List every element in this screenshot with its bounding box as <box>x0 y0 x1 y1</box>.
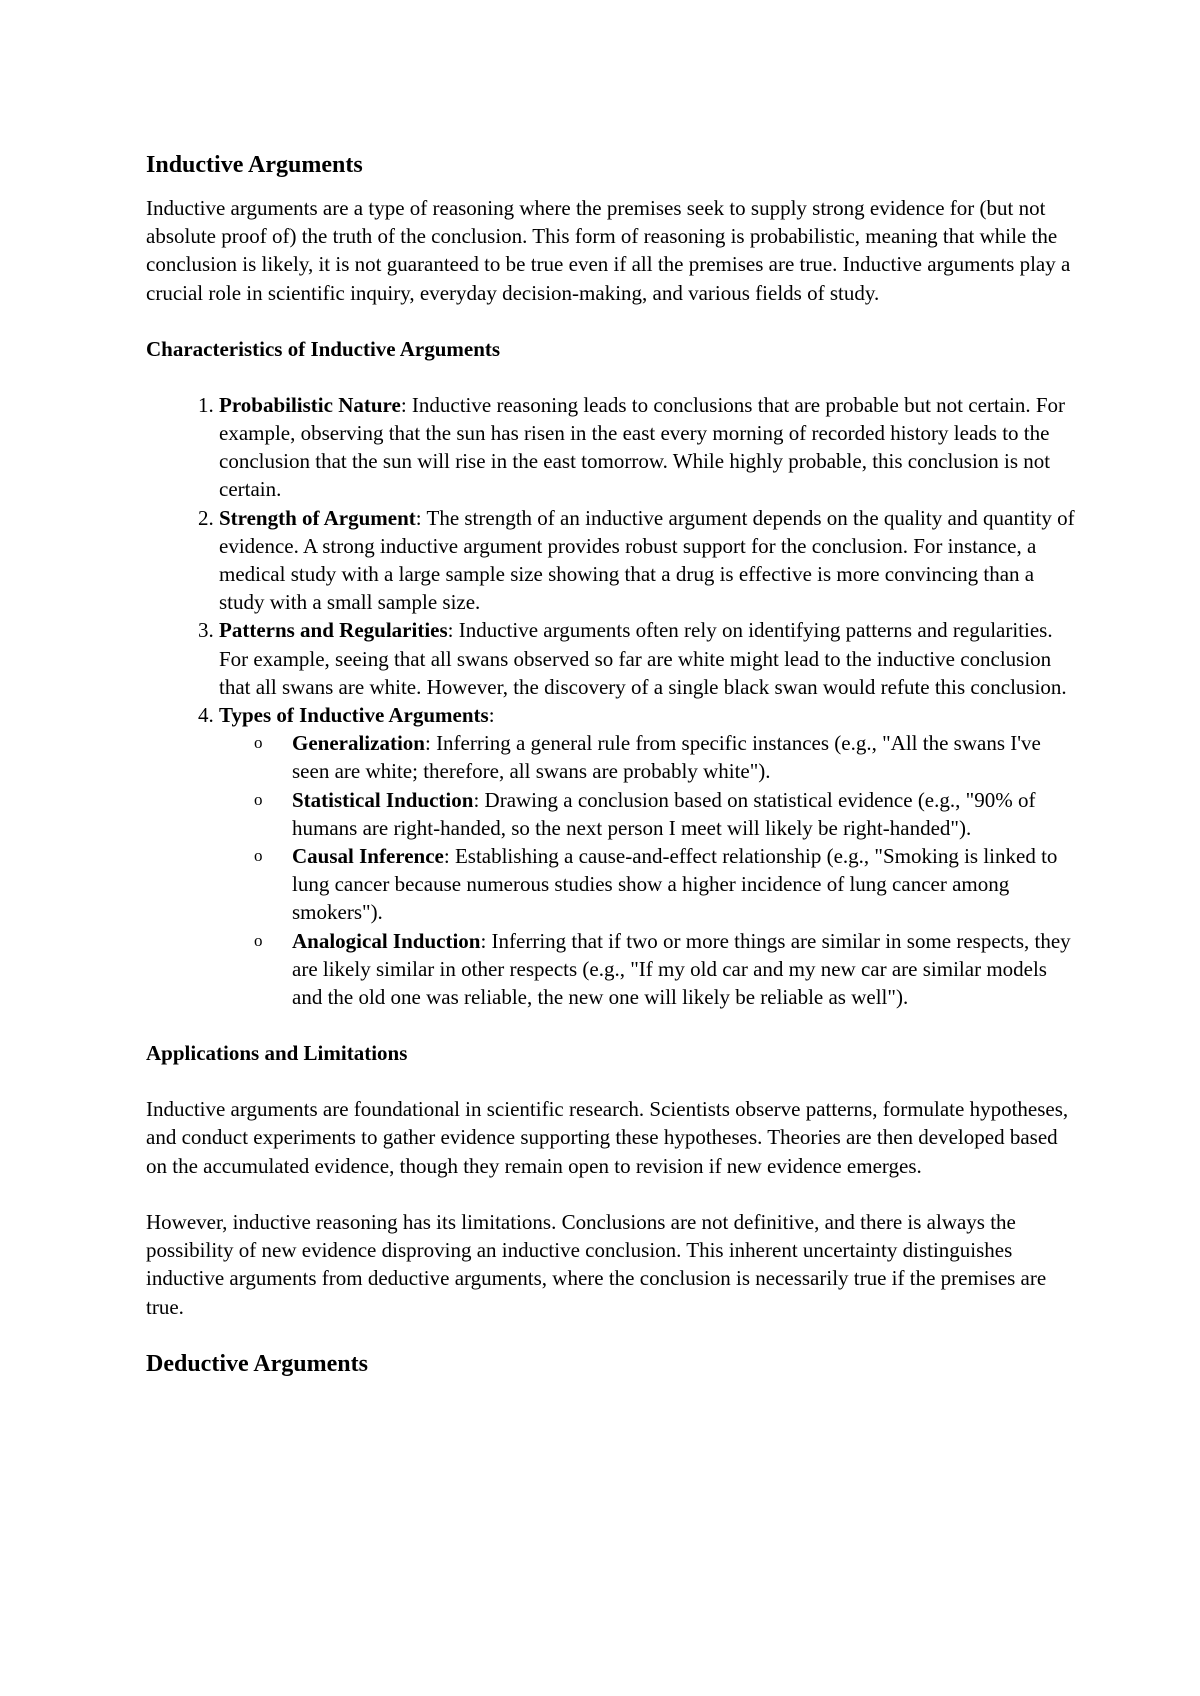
bullet-icon: o <box>254 789 263 809</box>
sublist-item-term: Generalization <box>292 731 425 756</box>
list-item <box>219 701 1076 1011</box>
applications-paragraph-2: However, inductive reasoning has its limitations. Conclusions are not definitive, and there is always the possibility of new evidence disproving an inductive conclusion. This inherent uncertainty distinguishes inductive arguments from deductive arguments, where the conclusion is necessarily true if the premises are true. <box>146 1209 1047 1319</box>
sublist-item-term: Causal Inference <box>292 844 444 869</box>
list-item-text: : <box>488 703 495 728</box>
sublist-item <box>254 729 1076 785</box>
sublist-item-text: : Drawing a conclusion based on statistical evidence (e.g., "90% of humans are right-handed, so the next person I meet will likely be right-handed"). <box>292 787 1036 840</box>
sublist-item-text: : Inferring that if two or more things are similar in some respects, they are likely similar in other respects (e.g., "If my old car and my new car are similar models and the old one was reliable, the new one will likely be reliable as well"). <box>292 928 1071 1010</box>
list-item-term: Strength of Argument <box>219 505 416 530</box>
intro-paragraph: Inductive arguments are a type of reasoning where the premises seek to supply strong evidence for (but not absolute proof of) the truth of the conclusion. This form of reasoning is probabilistic, meaning that while the conclusion is likely, it is not guaranteed to be true even if all the premises are true. Inductive arguments play a crucial role in scientific inquiry, everyday decision-making, and various fields of study. <box>146 196 1071 305</box>
characteristics-list <box>146 391 1076 1011</box>
types-sublist <box>219 729 1076 1011</box>
list-item <box>219 504 1076 617</box>
applications-heading: Applications and Limitations <box>146 1041 408 1066</box>
bullet-icon: o <box>254 846 263 866</box>
sublist-item-text: : Inferring a general rule from specific instances (e.g., "All the swans I've seen are white; therefore, all swans are probably white"). <box>292 731 1041 784</box>
section-title-inductive: Inductive Arguments <box>146 152 363 178</box>
sublist-item <box>254 786 1076 842</box>
applications-paragraph-1: Inductive arguments are foundational in scientific research. Scientists observe patterns, formulate hypotheses, and conduct experiments to gather evidence supporting these hypotheses. Theories are then developed based on the accumulated evidence, though they remain open to revision if new evidence emerges. <box>146 1097 1069 1178</box>
sublist-item-term: Analogical Induction <box>292 928 481 953</box>
list-item-term: Probabilistic Nature <box>219 392 401 417</box>
list-item-term: Types of Inductive Arguments <box>219 703 489 728</box>
sublist-item <box>254 927 1076 1012</box>
document-page <box>146 140 1076 1393</box>
list-item-text: : Inductive reasoning leads to conclusions that are probable but not certain. For example, observing that the sun has risen in the east every morning of recorded history leads to the conclusion that the sun will rise in the east tomorrow. While highly probable, this conclusion is not certain. <box>219 392 1066 502</box>
sublist-item <box>254 842 1076 927</box>
list-item-text: : Inductive arguments often rely on identifying patterns and regularities. For example, seeing that all swans observed so far are white might lead to the inductive conclusion that all swans are white. However, the discovery of a single black swan would refute this conclusion. <box>219 618 1067 699</box>
characteristics-heading: Characteristics of Inductive Arguments <box>146 336 501 361</box>
section-title-deductive: Deductive Arguments <box>146 1350 368 1377</box>
list-item-term: Patterns and Regularities <box>219 618 448 643</box>
bullet-icon: o <box>254 930 263 950</box>
bullet-icon: o <box>254 733 263 753</box>
sublist-item-text: : Establishing a cause-and-effect relationship (e.g., "Smoking is linked to lung cancer because numerous studies show a higher incidence of lung cancer among smokers"). <box>292 844 1058 925</box>
list-item-text: : The strength of an inductive argument depends on the quality and quantity of evidence. A strong inductive argument provides robust support for the conclusion. For instance, a medical study with a large sample size showing that a drug is effective is more convincing than a study with a small sample size. <box>219 505 1075 615</box>
sublist-item-term: Statistical Induction <box>292 787 474 812</box>
list-item <box>219 391 1076 504</box>
list-item <box>219 616 1076 701</box>
